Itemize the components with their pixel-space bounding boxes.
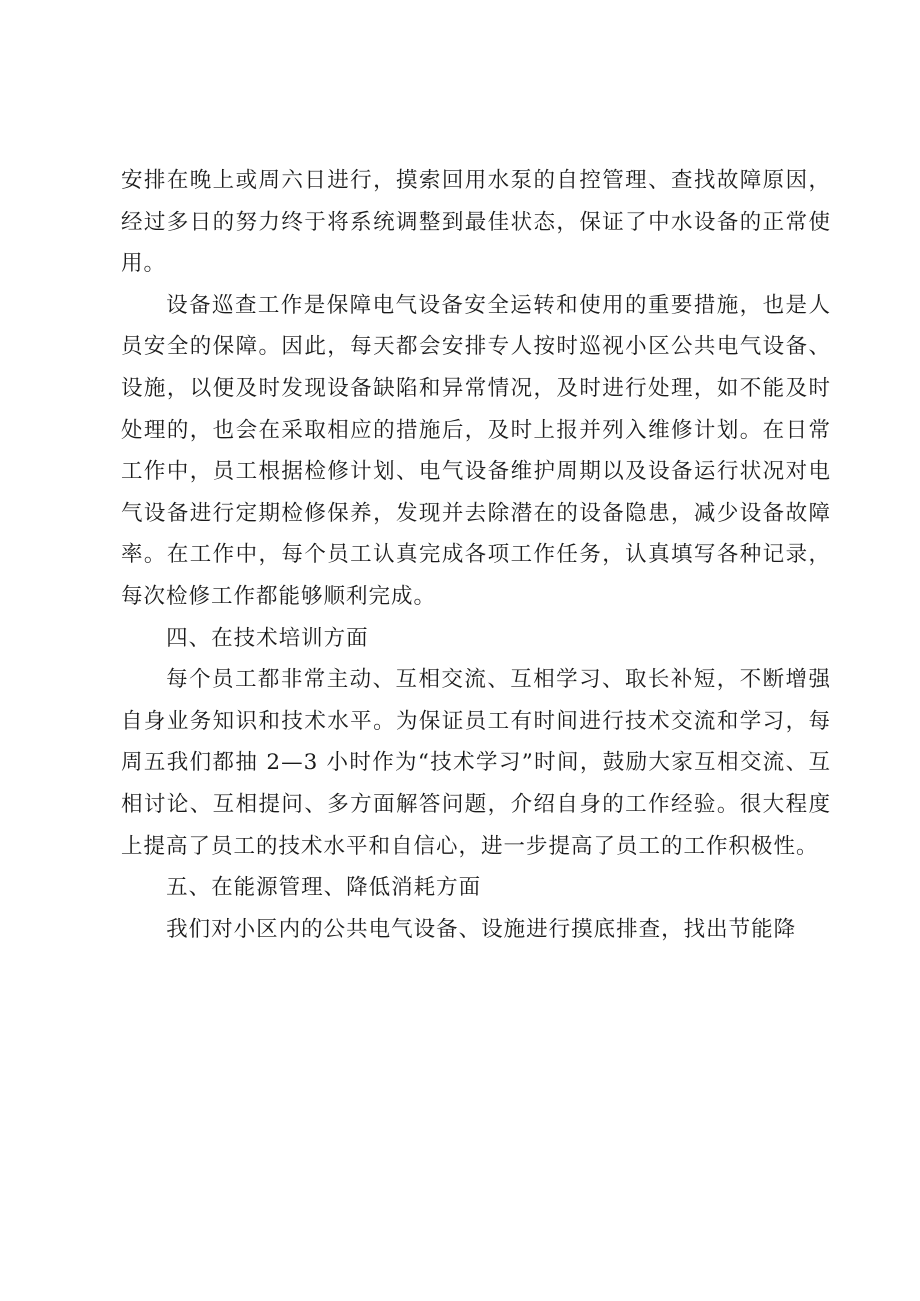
section-heading-energy-management: 五、在能源管理、降低消耗方面 bbox=[166, 875, 482, 901]
section-heading-technical-training: 四、在技术培训方面 bbox=[166, 625, 369, 651]
paragraph-energy-management: 我们对小区内的公共电气设备、设施进行摸底排查，找出节能降 bbox=[166, 916, 797, 942]
paragraph-continuation: 安排在晚上或周六日进行，摸索回用水泵的自控管理、查找故障原因，经过多日的努力终于将系统调整到最佳状态，保证了中水设备的正常使用。 bbox=[121, 168, 831, 277]
paragraph-equipment-inspection: 设备巡查工作是保障电气设备安全运转和使用的重要措施，也是人员安全的保障。因此，每天都会安排专人按时巡视小区公共电气设备、设施，以便及时发现设备缺陷和异常情况，及时进行处理，如不能及时处理的，也会在采取相应的措施后，及时上报并列入维修计划。在日常工作中，员工根据检修计划、电气设备维护周期以及设备运行状况对电气设备进行定期检修保养，发现并去除潜在的设备隐患，减少设备故障率。在工作中，每个员工认真完成各项工作任务，认真填写各种记录，每次检修工作都能够顺利完成。 bbox=[121, 292, 831, 609]
document-body bbox=[121, 160, 831, 950]
paragraph-technical-training: 每个员工都非常主动、互相交流、互相学习、取长补短，不断增强自身业务知识和技术水平。为保证员工有时间进行技术交流和学习，每周五我们都抽 2—3 小时作为“技术学习”时间，鼓励大家互相交流、互相讨论、互相提问、多方面解答问题，介绍自身的工作经验。很大程度上提高了员工的技术水平和自信心，进一步提高了员工的工作积极性。 bbox=[121, 667, 831, 859]
